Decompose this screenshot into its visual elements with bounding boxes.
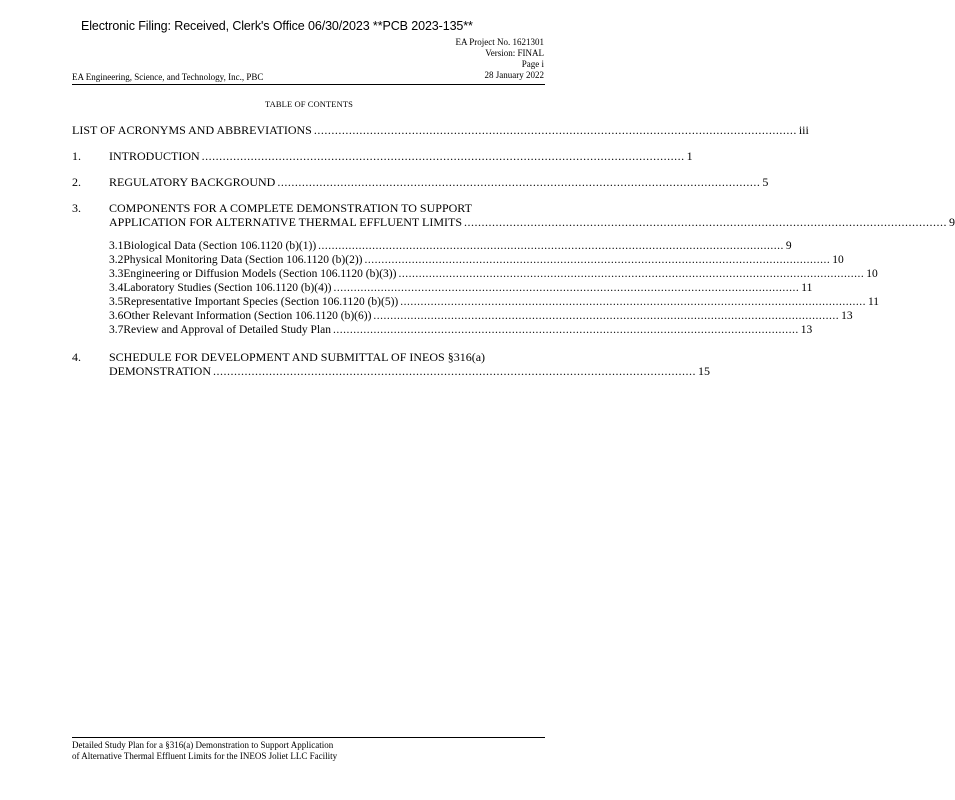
toc-entry-number: 3. xyxy=(72,201,81,215)
toc-subentry-text: Biological Data (Section 106.1120 (b)(1)) xyxy=(123,240,317,252)
header-divider xyxy=(72,84,545,85)
toc-entry-regulatory-background[interactable] xyxy=(109,175,769,190)
toc-subentry-number: 3.5 xyxy=(109,296,124,308)
toc-subentry[interactable] xyxy=(109,282,813,294)
toc-subentry-text: Engineering or Diffusion Models (Section 106.1120 (b)(3)) xyxy=(123,268,397,280)
dot-leader: .......................................................................................................................................... xyxy=(398,268,865,280)
toc-subentry-number: 3.2 xyxy=(109,254,124,266)
toc-entry-page: 5 xyxy=(762,175,769,189)
dot-leader: .......................................................................................................................................... xyxy=(277,175,761,189)
toc-subentry-page: 11 xyxy=(867,296,880,308)
dot-leader: .......................................................................................................................................... xyxy=(364,254,831,266)
toc-entry-text: LIST OF ACRONYMS AND ABBREVIATIONS xyxy=(72,123,312,137)
footer-divider xyxy=(72,737,545,738)
toc-subentry-page: 13 xyxy=(800,324,813,336)
document-date: 28 January 2022 xyxy=(484,70,544,80)
version: Version: FINAL xyxy=(485,48,544,58)
toc-subentry-text: Laboratory Studies (Section 106.1120 (b)(4)) xyxy=(123,282,332,294)
footer-line: Detailed Study Plan for a §316(a) Demonstration to Support Application xyxy=(72,740,334,750)
toc-entry-text-line2: DEMONSTRATION xyxy=(109,364,211,378)
toc-subentry[interactable] xyxy=(109,310,853,322)
toc-entry-introduction[interactable] xyxy=(109,149,693,164)
dot-leader: .......................................................................................................................................... xyxy=(318,240,784,252)
toc-subentry-number: 3.6 xyxy=(109,310,124,322)
toc-subentry[interactable] xyxy=(109,254,844,266)
toc-entry-text: INTRODUCTION xyxy=(109,149,200,163)
toc-subentry-page: 10 xyxy=(832,254,844,266)
toc-entry-text: REGULATORY BACKGROUND xyxy=(109,175,276,189)
toc-subentry-page: 11 xyxy=(801,282,813,294)
toc-subentry-number: 3.3 xyxy=(109,268,124,280)
toc-subentry-number: 3.4 xyxy=(109,282,124,294)
toc-subentry-page: 13 xyxy=(841,310,853,322)
toc-entry-number: 4. xyxy=(72,350,81,364)
footer xyxy=(72,740,337,762)
page-label: Page i xyxy=(521,59,544,69)
toc-subentry-number: 3.1 xyxy=(109,240,124,252)
toc-entry-page: 15 xyxy=(698,364,710,378)
toc-subentry[interactable] xyxy=(109,324,813,336)
toc-entry-components[interactable] xyxy=(109,215,955,230)
toc-subentry-text: Representative Important Species (Section 106.1120 (b)(5)) xyxy=(123,296,399,308)
dot-leader: .......................................................................................................................................... xyxy=(313,123,797,137)
toc-entry-schedule[interactable] xyxy=(109,364,710,379)
toc-subentry-text: Other Relevant Information (Section 106.1120 (b)(6)) xyxy=(123,310,372,322)
toc-subentry-text: Review and Approval of Detailed Study Plan xyxy=(123,324,331,336)
filing-stamp: Electronic Filing: Received, Clerk's Office 06/30/2023 **PCB 2023-135** xyxy=(81,19,473,33)
toc-subentry-page: 9 xyxy=(785,240,792,252)
footer-line: of Alternative Thermal Effluent Limits for the INEOS Joliet LLC Facility xyxy=(72,751,338,761)
toc-subentry[interactable] xyxy=(109,296,880,308)
toc-entry-number: 1. xyxy=(72,149,81,163)
dot-leader: .......................................................................................................................................... xyxy=(201,149,685,163)
dot-leader: .......................................................................................................................................... xyxy=(464,215,948,229)
toc-subentry-number: 3.7 xyxy=(109,324,124,336)
dot-leader: .......................................................................................................................................... xyxy=(213,364,696,378)
company-name: EA Engineering, Science, and Technology, Inc., PBC xyxy=(72,72,264,82)
dot-leader: .......................................................................................................................................... xyxy=(400,296,866,308)
toc-subentry[interactable] xyxy=(109,240,792,252)
toc-subentry-page: 10 xyxy=(866,268,878,280)
toc-subentry[interactable] xyxy=(109,268,878,280)
toc-entry-text-line2: APPLICATION FOR ALTERNATIVE THERMAL EFFLUENT LIMITS xyxy=(109,215,463,229)
toc-entry-acronyms[interactable] xyxy=(72,123,809,138)
toc-entry-page: 1 xyxy=(686,149,693,163)
project-info xyxy=(456,37,545,81)
dot-leader: .......................................................................................................................................... xyxy=(373,310,840,322)
toc-entry-number: 2. xyxy=(72,175,81,189)
dot-leader: .......................................................................................................................................... xyxy=(332,324,799,336)
dot-leader: .......................................................................................................................................... xyxy=(333,282,800,294)
toc-entry-page: iii xyxy=(798,123,809,137)
toc-entry-page: 9 xyxy=(949,215,955,229)
project-number: EA Project No. 1621301 xyxy=(455,37,544,47)
toc-title: TABLE OF CONTENTS xyxy=(265,99,353,109)
toc-entry-text-line1[interactable]: SCHEDULE FOR DEVELOPMENT AND SUBMITTAL OF INEOS §316(a) xyxy=(109,350,486,364)
toc-entry-text-line1[interactable]: COMPONENTS FOR A COMPLETE DEMONSTRATION TO SUPPORT xyxy=(109,201,472,215)
toc-subentry-text: Physical Monitoring Data (Section 106.1120 (b)(2)) xyxy=(123,254,363,266)
